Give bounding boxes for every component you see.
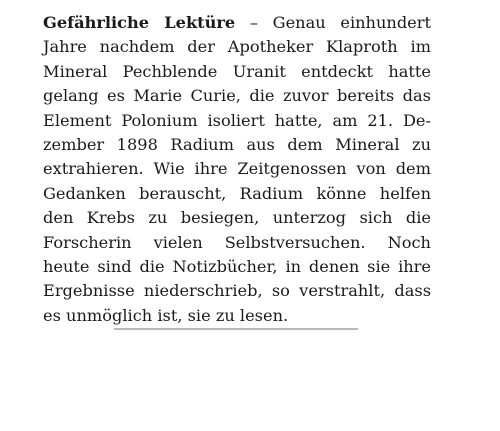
text-line: zember 1898 Radium aus dem Mineral zu bbox=[43, 134, 431, 154]
text-line bbox=[43, 11, 431, 35]
text-line-last: es unmöglich ist, sie zu lesen. bbox=[43, 305, 289, 325]
text-line: heute sind die Notizbücher, in denen sie ihre bbox=[43, 256, 431, 276]
text-line: den Krebs zu besiegen, unterzog sich die bbox=[43, 208, 431, 228]
horizontal-divider bbox=[114, 328, 358, 330]
text-line: gelang es Marie Curie, die zuvor bereits das bbox=[43, 86, 431, 106]
text-line: Ergebnisse niederschrieb, so verstrahlt, dass bbox=[43, 281, 431, 301]
text-line: Gedanken berauscht, Radium könne helfen bbox=[43, 183, 431, 203]
text-line: Mineral Pechblende Uranit entdeckt hatte bbox=[43, 61, 431, 81]
text-line: Element Polonium isoliert hatte, am 21. De- bbox=[43, 110, 431, 130]
article-paragraph bbox=[43, 11, 431, 328]
text-line: Jahre nachdem der Apotheker Klaproth im bbox=[43, 37, 431, 57]
text-line: extrahieren. Wie ihre Zeitgenossen von dem bbox=[43, 159, 431, 179]
text-line: Forscherin vielen Selbstversuchen. Noch bbox=[43, 232, 431, 252]
text-line-rest: – Genau einhundert bbox=[235, 13, 432, 32]
article-headline: Gefährliche Lektüre bbox=[43, 13, 236, 32]
